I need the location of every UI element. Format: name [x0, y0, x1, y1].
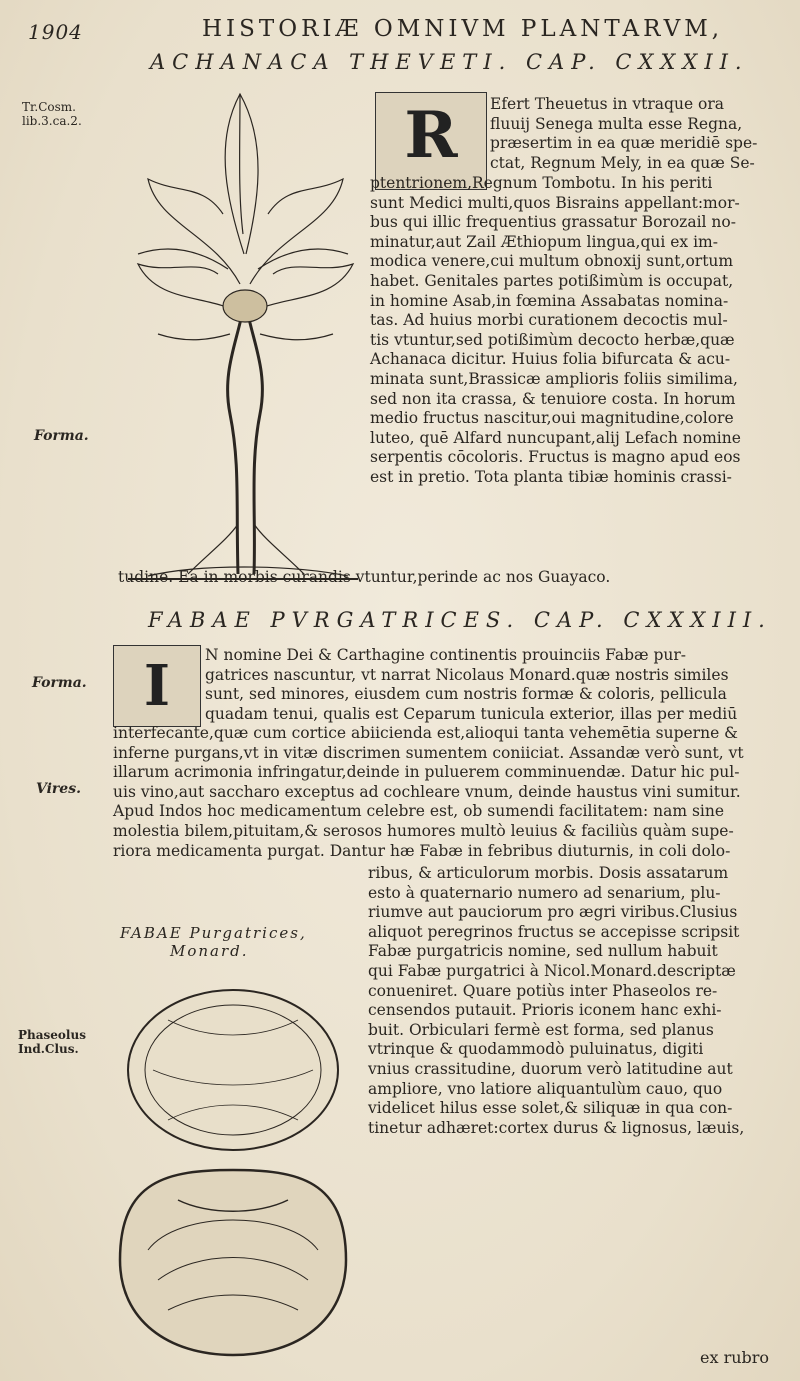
figure-caption	[120, 924, 307, 960]
text-line: N nomine Dei & Carthagine continentis prouinciis Fabæ pur-	[205, 646, 687, 664]
text-line: aliquot peregrinos fructus se accepisse scripsit	[368, 922, 740, 941]
text-line: est in pretio. Tota planta tibiæ hominis crassi-	[370, 467, 732, 486]
text-line: fluuij Senega multa esse Regna,	[490, 114, 743, 133]
text-line: riumve aut pauciorum pro ægri viribus.Clusius	[368, 903, 738, 922]
catchword: ex rubro	[700, 1348, 770, 1367]
text-line: luteo, quē Alfard nuncupant,alij Lefach nomine	[370, 428, 741, 447]
margin-ref-line: Ind.Clus.	[18, 1042, 79, 1056]
chapter-title-fabae: FABAE PVRGATRICES. CAP. CXXXIII.	[148, 608, 772, 632]
text-line: vtrinque & quodammodò puluinatus, digiti	[368, 1040, 704, 1059]
margin-note-vires: Vires.	[36, 781, 81, 797]
margin-ref-line: Tr.Cosm.	[22, 100, 76, 114]
text-line: videlicet hilus esse solet,& siliquæ in qua con-	[368, 1099, 733, 1118]
chapter-title-achanaca: ACHANACA THEVETI. CAP. CXXXII.	[150, 50, 749, 74]
text-line: serpentis cōcoloris. Fructus is magno apud eos	[370, 448, 741, 467]
text-line: sunt, sed minores, eiusdem cum nostris formæ & coloris, pellicula	[205, 685, 727, 704]
text-line: uis vino,aut saccharo exceptus ad cochleare vnum, deinde haustus vini sumitur.	[113, 782, 741, 801]
text-line: quadam tenui, qualis est Ceparum tunicula exterior, illas per mediū	[205, 704, 738, 723]
text-line: modica venere,cui multum obnoxij sunt,ortum	[370, 252, 734, 271]
chapter1-text-main	[370, 174, 776, 488]
text-line: minatur,aut Zail Æthiopum lingua,qui ex im-	[370, 232, 718, 251]
text-line: bus qui illic frequentius grassatur Borozail no-	[370, 213, 736, 232]
caption-line: FABAE Purgatrices,	[120, 924, 307, 942]
text-line: riora medicamenta purgat. Dantur hæ Fabæ in febribus diuturnis, in coli dolo-	[113, 841, 731, 860]
dropcap-letter: R	[404, 98, 458, 173]
text-line: sunt Medici multi,quos Bisrains appellant:mor-	[370, 193, 740, 212]
margin-note-forma-2: Forma.	[32, 675, 87, 691]
margin-ref-line: lib.3.ca.2.	[22, 114, 82, 128]
chapter2-text-top	[205, 646, 775, 724]
margin-note-forma-1: Forma.	[34, 428, 89, 444]
running-title: HISTORIÆ OMNIVM PLANTARVM,	[202, 16, 724, 42]
dropcap-letter: I	[143, 653, 171, 719]
text-line: vnius crassitudine, duorum verò latitudine aut	[368, 1059, 733, 1078]
chapter2-text-narrow	[368, 864, 776, 1138]
caption-line: Monard.	[170, 942, 249, 960]
achanaca-plant-woodcut	[118, 84, 368, 580]
text-line: Apud Indos hoc medicamentum celebre est, ob sumendi facilitatem: nam sine	[113, 802, 725, 821]
dropcap-I	[113, 645, 201, 727]
text-line: medio fructus nascitur,oui magnitudine,colore	[370, 409, 734, 428]
text-line: inferne purgans,vt in vitæ discrimen sumentem coniiciat. Assandæ verò sunt, vt	[113, 743, 744, 762]
text-line: ampliore, vno latiore aliquantulùm cauo, quo	[368, 1079, 723, 1098]
text-line: tudine. Ea in morbis curandis vtuntur,perinde ac nos Guayaco.	[118, 568, 611, 586]
chapter2-text-full	[113, 724, 775, 861]
page-number: 1904	[28, 20, 83, 44]
text-line: præsertim in ea quæ meridiē spe-	[490, 134, 758, 153]
text-line: esto à quaternario numero ad senarium, plu-	[368, 883, 721, 902]
text-line: ctat, Regnum Mely, in ea quæ Se-	[490, 153, 755, 172]
text-line: illarum acrimonia infringatur,deinde in puluerem comminuendæ. Datur hic pul-	[113, 763, 740, 782]
text-line: habet. Genitales partes potißimùm is occupat,	[370, 271, 734, 290]
text-line: Efert Theuetus in vtraque ora	[490, 95, 725, 113]
text-line: in homine Asab,in fœmina Assabatas nomina-	[370, 291, 729, 310]
text-line: tis vtuntur,sed potißimùm decocto herbæ,quæ	[370, 330, 735, 349]
text-line: gatrices nascuntur, vt narrat Nicolaus Monard.quæ nostris similes	[205, 665, 729, 684]
chapter1-text-last	[118, 568, 778, 588]
text-line: ribus, & articulorum morbis. Dosis assatarum	[368, 864, 729, 882]
margin-reference-1	[22, 100, 82, 128]
fabae-bean-woodcut	[108, 960, 358, 1370]
text-line: ptentrionem,Regnum Tombotu. In his periti	[370, 174, 713, 192]
text-line: tas. Ad huius morbi curationem decoctis mul-	[370, 311, 728, 330]
text-line: censendos putauit. Prioris iconem hanc exhi-	[368, 1001, 722, 1020]
text-line: sed non ita crassa, & tenuiore costa. In horum	[370, 389, 736, 408]
text-line: conueniret. Quare potiùs inter Phaseolos re-	[368, 981, 718, 1000]
text-line: molestia bilem,pituitam,& serosos humores multò leuius & faciliùs quàm supe-	[113, 821, 734, 840]
text-line: minata sunt,Brassicæ amplioris foliis similima,	[370, 369, 738, 388]
margin-ref-line: Phaseolus	[18, 1028, 86, 1042]
margin-reference-2	[18, 1028, 86, 1056]
text-line: qui Fabæ purgatrici à Nicol.Monard.descriptæ	[368, 961, 736, 980]
text-line: interfecante,quæ cum cortice abiicienda est,alioqui tanta vehemētia superne &	[113, 724, 738, 742]
text-line: Fabæ purgatricis nomine, sed nullum habuit	[368, 942, 718, 961]
chapter1-text-top	[490, 95, 776, 173]
text-line: buit. Orbiculari fermè est forma, sed planus	[368, 1020, 714, 1039]
text-line: Achanaca dicitur. Huius folia bifurcata & acu-	[370, 350, 731, 369]
text-line: tinetur adhæret:cortex durus & lignosus, læuis,	[368, 1118, 745, 1137]
